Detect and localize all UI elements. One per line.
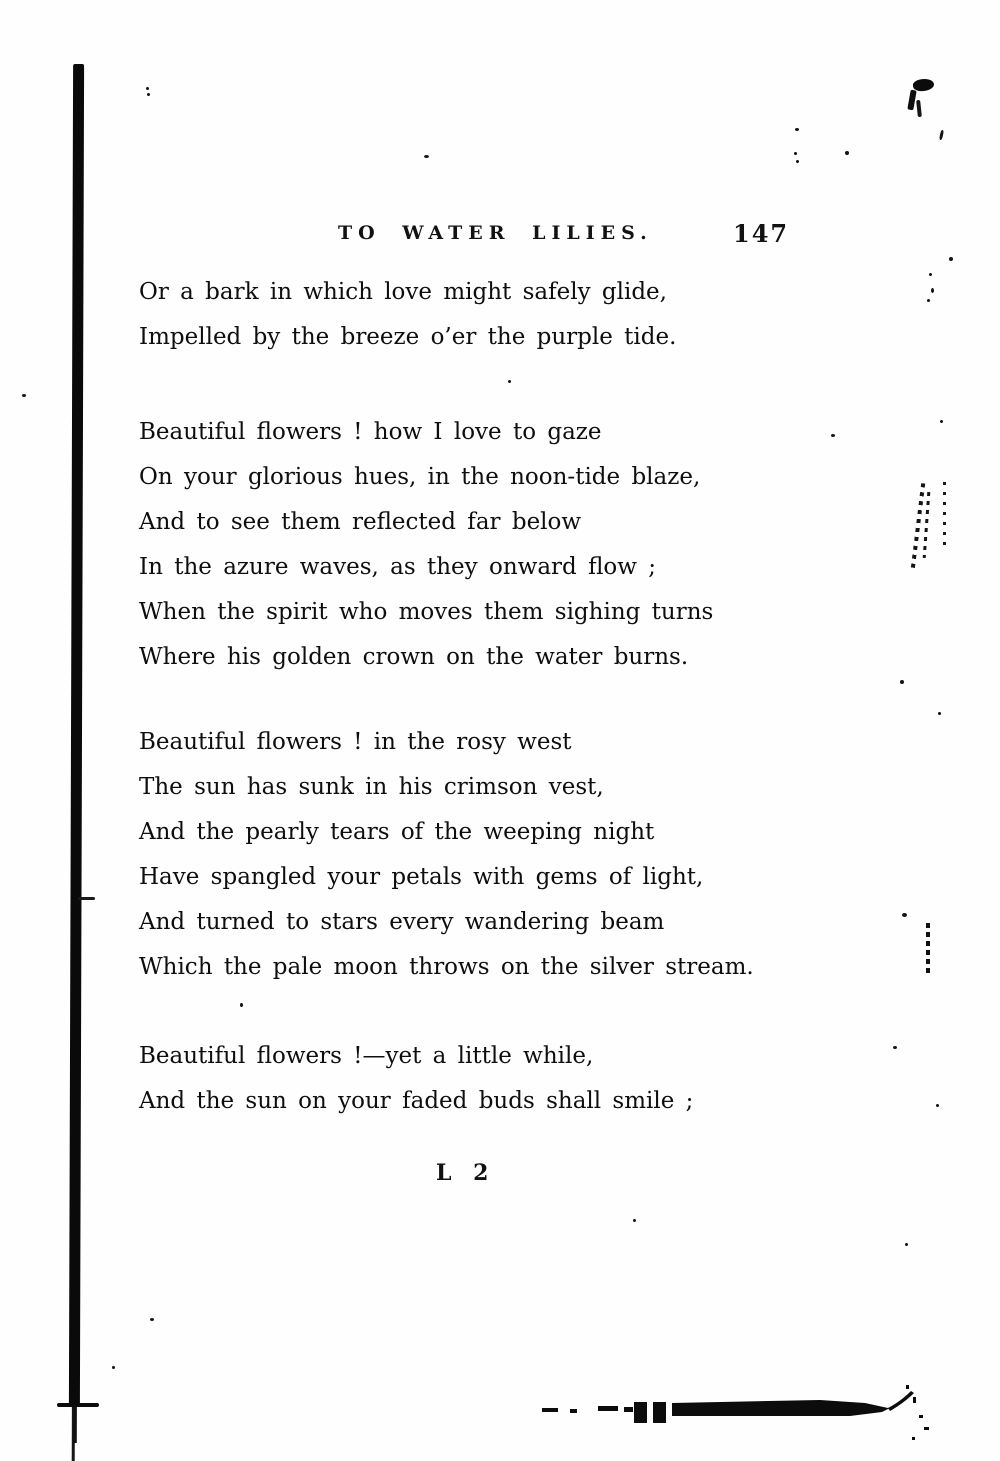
poem-line: And the sun on your faded buds shall smile ; (139, 1088, 694, 1114)
poem-line: On your glorious hues, in the noon-tide blaze, (139, 464, 701, 490)
ink-smudge (907, 90, 916, 111)
scan-speck (240, 1003, 243, 1007)
ink-smudge (916, 100, 922, 117)
signature-mark: L 2 (436, 1160, 496, 1186)
scan-speck (633, 1219, 636, 1222)
poem-line: And to see them reflected far below (139, 509, 582, 535)
scan-speck (794, 152, 797, 155)
scan-speck (22, 394, 26, 397)
book-gutter-line (69, 64, 84, 1407)
book-gutter-tick (78, 897, 95, 900)
scan-speck (936, 1104, 939, 1107)
scan-speck (927, 299, 930, 302)
poem-line: Which the pale moon throws on the silver stream. (139, 954, 754, 980)
scan-speck (424, 155, 429, 158)
scan-speck (796, 160, 799, 163)
bottom-ink-smear (520, 1385, 960, 1451)
poem-line: Beautiful flowers ! in the rosy west (139, 729, 572, 755)
scan-speck (112, 1366, 115, 1369)
scan-speck (150, 1318, 154, 1321)
scan-speck (146, 87, 149, 90)
poem-line: Where his golden crown on the water burns. (139, 644, 689, 670)
page-title: TO WATER LILIES. (338, 222, 653, 244)
scan-speck (949, 257, 953, 261)
scan-speck (929, 273, 932, 276)
poem-line: Have spangled your petals with gems of light, (139, 864, 704, 890)
scan-speck (900, 680, 904, 684)
poem-line: And turned to stars every wandering beam (139, 909, 665, 935)
scan-speck (893, 1046, 897, 1049)
page-number: 147 (733, 219, 790, 248)
stanza-3 (139, 720, 859, 990)
scan-speck (931, 288, 934, 293)
poem-line: When the spirit who moves them sighing turns (139, 599, 714, 625)
scan-speck (902, 913, 907, 917)
scan-speck (831, 434, 835, 437)
scan-speck (905, 1243, 908, 1246)
scan-speck (795, 128, 799, 131)
poem-line: And the pearly tears of the weeping night (139, 819, 655, 845)
poem-line: The sun has sunk in his crimson vest, (139, 774, 604, 800)
stanza-2 (139, 410, 859, 680)
scan-speck (845, 151, 849, 155)
stanza-4 (139, 1034, 859, 1124)
poem-line: Beautiful flowers !—yet a little while, (139, 1043, 594, 1069)
scan-streak (926, 923, 930, 973)
scan-speck (147, 93, 150, 96)
scan-streak (943, 482, 946, 552)
poem-line: Or a bark in which love might safely glide, (139, 279, 667, 305)
poem-line: In the azure waves, as they onward flow ; (139, 554, 656, 580)
scan-speck (938, 712, 941, 715)
scan-speck (939, 130, 944, 140)
stanza-1 (139, 270, 859, 360)
poem-line: Beautiful flowers ! how I love to gaze (139, 419, 602, 445)
book-gutter-foot (57, 1403, 99, 1407)
scan-streak (923, 492, 931, 558)
poem-line: Impelled by the breeze o’er the purple tide. (139, 324, 677, 350)
scan-speck (940, 420, 943, 423)
scan-speck (508, 380, 511, 383)
